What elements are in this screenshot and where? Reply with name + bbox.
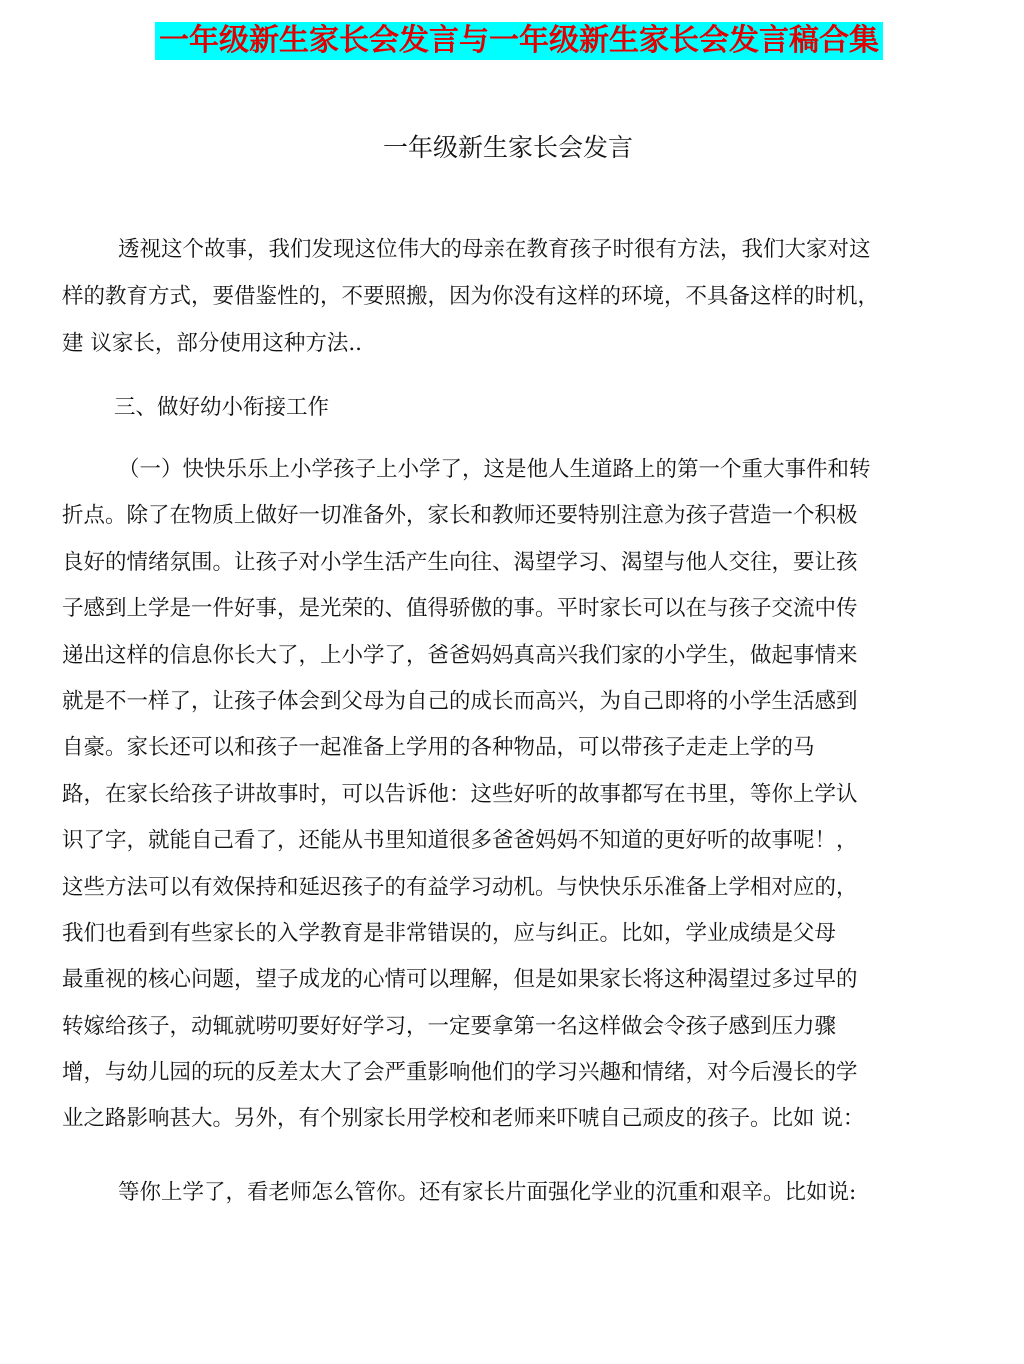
paragraph-line: 样的教育方式，要借鉴性的，不要照搬，因为你没有这样的环境，不具备这样的时机， xyxy=(62,284,880,309)
paragraph-line: 转嫁给孩子，动辄就唠叨要好好学习，一定要拿第一名这样做会令孩子感到压力骤 xyxy=(62,1013,837,1039)
paragraph-line: 这些方法可以有效保持和延迟孩子的有益学习动机。与快快乐乐准备上学相对应的， xyxy=(62,874,858,900)
paragraph-line: 透视这个故事，我们发现这位伟大的母亲在教育孩子时很有方法，我们大家对这 xyxy=(118,237,871,262)
paragraph-line: 良好的情绪氛围。让孩子对小学生活产生向往、渴望学习、渴望与他人交往，要让孩 xyxy=(62,549,858,575)
paragraph-line: 最重视的核心问题，望子成龙的心情可以理解，但是如果家长将这种渴望过多过早的 xyxy=(62,967,858,993)
section-subheading xyxy=(62,390,942,426)
paragraph-line: 子感到上学是一件好事，是光荣的、值得骄傲的事。平时家长可以在与孩子交流中传 xyxy=(62,596,858,622)
paragraph-line: （一）快快乐乐上小学孩子上小学了，这是他人生道路上的第一个重大事件和转 xyxy=(118,457,871,482)
paragraph-line: 增，与幼儿园的玩的反差太大了会严重影响他们的学习兴趣和情绪，对今后漫长的学 xyxy=(62,1060,858,1086)
paragraph-line: 我们也看到有些家长的入学教育是非常错误的，应与纠正。比如，学业成绩是父母 xyxy=(62,920,837,946)
document-title-banner: 一年级新生家长会发言与一年级新生家长会发言稿合集 xyxy=(155,22,883,60)
paragraph-line: 折点。除了在物质上做好一切准备外，家长和教师还要特别注意为孩子营造一个积极 xyxy=(62,503,858,529)
paragraph-line: 自豪。家长还可以和孩子一起准备上学用的各种物品，可以带孩子走走上学的马 xyxy=(62,735,815,761)
section-heading: 一年级新生家长会发言 xyxy=(382,133,633,162)
paragraph-line: 建 议家长，部分使用这种方法.. xyxy=(62,331,363,356)
paragraph-line: 识了字，就能自己看了，还能从书里知道很多爸爸妈妈不知道的更好听的故事呢！， xyxy=(62,828,858,854)
paragraph-line: 业之路影响甚大。另外，有个别家长用学校和老师来吓唬自己顽皮的孩子。比如 说： xyxy=(62,1106,865,1132)
paragraph-3 xyxy=(62,452,942,1148)
paragraph-line: 路，在家长给孩子讲故事时，可以告诉他：这些好听的故事都写在书里，等你上学认 xyxy=(62,781,858,807)
paragraph-1 xyxy=(62,232,942,373)
paragraph-line: 三、做好幼小衔接工作 xyxy=(114,395,330,420)
paragraph-4 xyxy=(62,1175,942,1211)
paragraph-line: 等你上学了，看老师怎么管你。还有家长片面强化学业的沉重和艰辛。比如说: xyxy=(118,1180,857,1205)
paragraph-line: 就是不一样了，让孩子体会到父母为自己的成长而高兴，为自己即将的小学生活感到 xyxy=(62,688,858,714)
paragraph-line: 递出这样的信息你长大了，上小学了，爸爸妈妈真高兴我们家的小学生，做起事情来 xyxy=(62,642,858,668)
